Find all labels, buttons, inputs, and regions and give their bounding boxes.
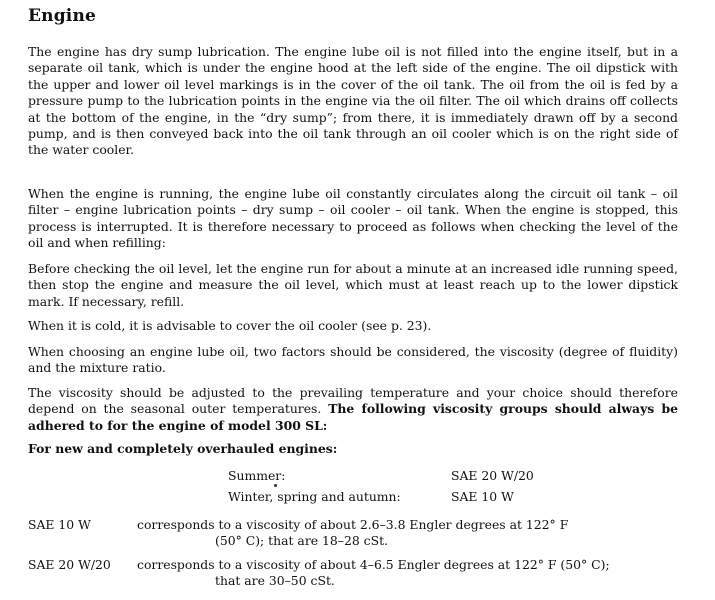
- definition-line: corresponds to a viscosity of about 4–6.5 Engler degrees at 122° F (50° C);: [137, 557, 610, 572]
- section-title: Engine: [28, 6, 97, 26]
- paragraph-viscosity: [28, 385, 678, 434]
- definition-term-sae10w: SAE 10 W: [28, 517, 91, 532]
- season-winter: Winter, spring and autumn:: [228, 489, 401, 504]
- definition-text-sae20w20: [137, 557, 677, 590]
- grade-summer: SAE 20 W/20: [451, 468, 534, 483]
- grade-winter: SAE 10 W: [451, 489, 514, 504]
- definition-text-sae10w: [137, 517, 677, 550]
- definition-line-continued: that are 30–50 cSt.: [215, 573, 335, 589]
- new-engines-heading: For new and completely overhauled engines:: [28, 441, 338, 456]
- viscosity-bold-text: The following viscosity groups should always be adhered to for the engine of model 300 SL:: [28, 401, 679, 433]
- definition-line-continued: (50° C); that are 18–28 cSt.: [215, 533, 389, 549]
- paragraph-checking-oil-level: Before checking the oil level, let the engine run for about a minute at an increased idle running speed, then stop the engine and measure the oil level, which must at least reach up to the lower dipstick mark. If necessary, refill.: [28, 261, 678, 309]
- print-dot: [274, 484, 277, 487]
- paragraph-choosing-oil: When choosing an engine lube oil, two factors should be considered, the viscosity (degree of fluidity) and the mixture ratio.: [28, 344, 678, 376]
- paragraph-cold-weather: When it is cold, it is advisable to cover the oil cooler (see p. 23).: [28, 318, 432, 333]
- definition-line: corresponds to a viscosity of about 2.6–3.8 Engler degrees at 122° F: [137, 517, 569, 532]
- season-summer: Summer:: [228, 468, 286, 483]
- definition-term-sae20w20: SAE 20 W/20: [28, 557, 111, 572]
- paragraph-lubrication-system: The engine has dry sump lubrication. The engine lube oil is not filled into the engine itself, but in a separate oil tank, which is under the engine hood at the left side of the engine. The oil dipstick with the upper and lower oil level markings is in the cover of the oil tank. The oil from the oil is fed by a pressure pump to the lubrication points in the engine via the oil filter. The oil which drains off collects at the bottom of the engine, in the “dry sump”; from there, it is immediately drawn off by a second pump, and is then conveyed back into the oil tank through an oil cooler which is on the right side of the water cooler.: [28, 44, 678, 158]
- paragraph-oil-circuit: When the engine is running, the engine lube oil constantly circulates along the circuit oil tank – oil filter – engine lubrication points – dry sump – oil cooler – oil tank. When the engine is stopped, this process is interrupted. It is therefore necessary to proceed as follows when checking the level of the oil and when refilling:: [28, 186, 678, 251]
- viscosity-text: The viscosity should be adjusted to the prevailing temperature and your choice should therefore depend on the seasonal outer temperatures.: [28, 385, 678, 417]
